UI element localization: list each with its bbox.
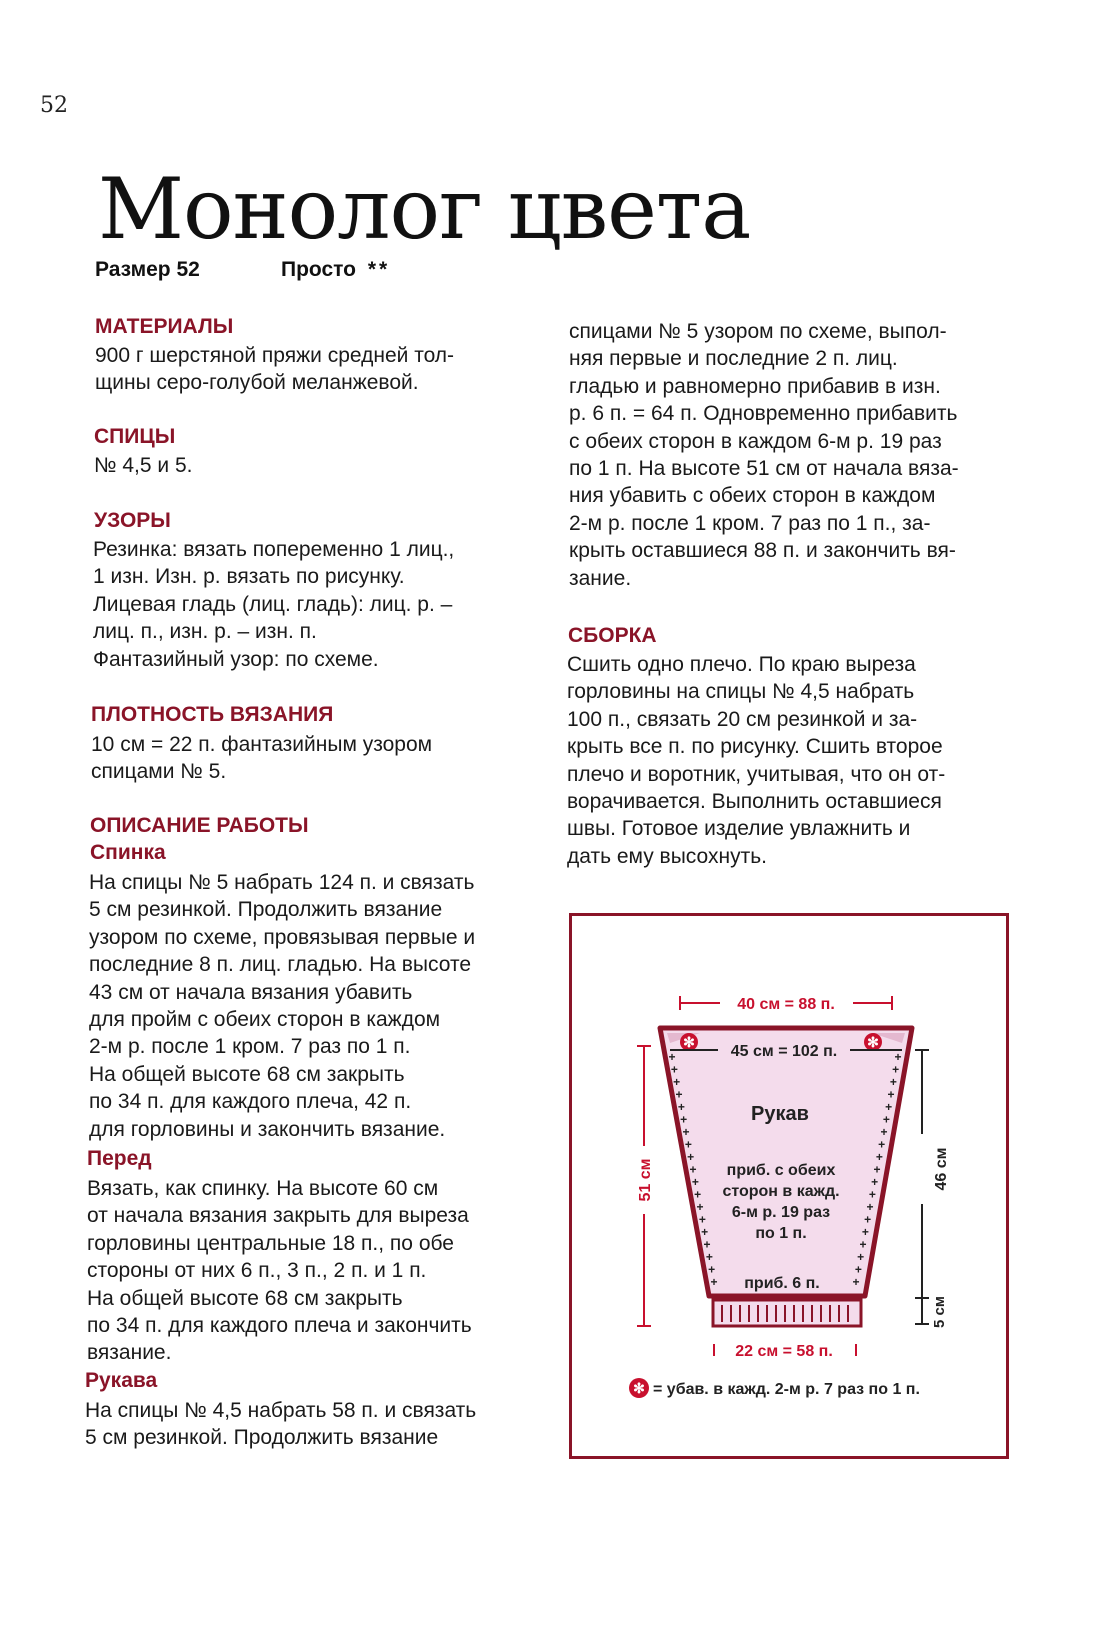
increase-plus-mark: + xyxy=(687,1150,695,1164)
sleeves-continued-line: с обеих сторон в каждом 6-м р. 19 раз xyxy=(569,429,942,453)
assembly-line: Сшить одно плечо. По краю выреза xyxy=(567,653,916,676)
back-line: по 34 п. для каждого плеча, 42 п. xyxy=(89,1090,412,1114)
back-heading: Спинка xyxy=(90,841,166,864)
front-line: Вязать, как спинку. На высоте 60 см xyxy=(87,1177,439,1200)
svg-text:✻: ✻ xyxy=(867,1034,879,1050)
assembly-line: плечо и воротник, учитывая, что он от- xyxy=(567,762,946,786)
legend-symbol xyxy=(629,1378,649,1398)
sleeves-continued-line: спицами № 5 узором по схеме, выпол- xyxy=(569,320,947,343)
gauge-line: спицами № 5. xyxy=(91,760,227,784)
increase-plus-mark: + xyxy=(878,1137,886,1152)
patterns-line: Лицевая гладь (лиц. гладь): лиц. р. – xyxy=(93,592,453,616)
sleeves-continued-line: крыть оставшиеся 88 п. и закончить вя- xyxy=(569,539,956,563)
increase-plus-mark: + xyxy=(894,1050,902,1064)
rib-height-label: 5 см xyxy=(931,1296,948,1328)
patterns-line: 1 изн. Изн. р. вязать по рисунку. xyxy=(93,565,405,589)
front-line: стороны от них 6 п., 3 п., 2 п. и 1 п. xyxy=(87,1259,427,1283)
assembly-line: горловины на спицы № 4,5 набрать xyxy=(567,680,915,704)
patterns-heading: УЗОРЫ xyxy=(94,509,171,532)
increase-plus-mark: + xyxy=(859,1237,867,1252)
increase-plus-mark: + xyxy=(670,1062,678,1077)
patterns-line: лиц. п., изн. р. – изн. п. xyxy=(93,620,317,644)
increase-plus-mark: + xyxy=(868,1187,876,1202)
materials-line: щины серо-голубой меланжевой. xyxy=(95,371,419,395)
svg-text:✻: ✻ xyxy=(633,1380,645,1396)
difficulty-label xyxy=(281,258,390,282)
increase-plus-mark: + xyxy=(701,1225,709,1239)
sleeve-name: Рукав xyxy=(751,1103,809,1125)
sleeve-diagram xyxy=(572,916,1006,1456)
svg-text:✻: ✻ xyxy=(683,1034,695,1050)
increase-plus-mark: + xyxy=(680,1112,688,1127)
assembly-line: ворачивается. Выполнить оставшиеся xyxy=(567,790,942,814)
increase-plus-mark: + xyxy=(892,1062,900,1077)
back-line: 43 см от начала вязания убавить xyxy=(89,980,413,1004)
sleeves-continued-line: по 1 п. На высоте 51 см от начала вяза- xyxy=(569,457,959,481)
difficulty-stars: ** xyxy=(367,258,391,281)
size-label: Размер 52 xyxy=(95,258,200,281)
front-line: от начала вязания закрыть для выреза xyxy=(87,1204,469,1228)
sleeves-line: На спицы № 4,5 набрать 58 п. и связать xyxy=(85,1399,477,1422)
increase-line: 6-м р. 19 раз xyxy=(731,1204,831,1221)
patterns-line: Резинка: вязать попеременно 1 лиц., xyxy=(93,538,455,561)
assembly-line: 100 п., связать 20 см резинкой и за- xyxy=(567,707,918,731)
back-line: узором по схеме, провязывая первые и xyxy=(89,925,476,949)
needles-heading: СПИЦЫ xyxy=(94,425,176,448)
increase-plus-mark: + xyxy=(689,1162,697,1177)
materials-heading: МАТЕРИАЛЫ xyxy=(95,315,234,338)
bottom-width-label: 22 см = 58 п. xyxy=(735,1343,833,1360)
sleeves-continued-line: гладью и равномерно прибавив в изн. xyxy=(569,374,941,398)
left-height-label: 51 см xyxy=(637,1158,654,1202)
front-line: горловины центральные 18 п., по обе xyxy=(87,1231,454,1255)
sleeves-continued-line: р. 6 п. = 64 п. Одновременно прибавить xyxy=(569,402,958,426)
assembly-line: крыть все п. по рисунку. Сшить второе xyxy=(567,735,943,759)
back-line: 5 см резинкой. Продолжить вязание xyxy=(89,898,443,922)
sleeves-continued-line: ния убавить с обеих сторон в каждом xyxy=(569,484,936,508)
increase-plus-mark: + xyxy=(889,1075,897,1089)
increase-plus-mark: + xyxy=(866,1200,874,1214)
increase-plus-mark: + xyxy=(887,1087,895,1102)
back-line: 2-м р. после 1 кром. 7 раз по 1 п. xyxy=(89,1035,411,1059)
increase-plus-mark: + xyxy=(705,1250,713,1264)
increase-plus-mark: + xyxy=(873,1162,881,1177)
materials-line: 900 г шерстяной пряжи средней тол- xyxy=(95,344,455,367)
increase-plus-mark: + xyxy=(703,1237,711,1252)
top-width-label: 40 см = 88 п. xyxy=(737,996,835,1013)
sleeves-line: 5 см резинкой. Продолжить вязание xyxy=(85,1426,439,1450)
right-height-label: 46 см xyxy=(933,1147,950,1191)
sleeves-continued-line: 2-м р. после 1 кром. 7 раз по 1 п., за- xyxy=(569,511,931,535)
front-line: вязание. xyxy=(87,1341,172,1365)
back-line: для пройм с обеих сторон в каждом xyxy=(89,1008,441,1032)
description-heading: ОПИСАНИЕ РАБОТЫ xyxy=(90,814,309,837)
sleeve-diagram-frame xyxy=(569,913,1009,1459)
increase-plus-mark: + xyxy=(857,1250,865,1264)
increase-plus-mark: + xyxy=(675,1087,683,1102)
increase-plus-mark: + xyxy=(880,1125,888,1139)
increase-plus-mark: + xyxy=(885,1100,893,1114)
increase-plus-mark: + xyxy=(677,1100,685,1114)
sleeves-continued-text xyxy=(569,318,959,592)
assembly-line: швы. Готовое изделие увлажнить и xyxy=(567,817,911,841)
increase-plus-mark: + xyxy=(875,1150,883,1164)
increase-plus-mark: + xyxy=(673,1075,681,1089)
difficulty-text: Просто xyxy=(281,258,356,281)
increase-plus-mark: + xyxy=(682,1125,690,1139)
increase-plus-mark: + xyxy=(864,1212,872,1227)
increase-plus-mark: + xyxy=(852,1275,860,1289)
gauge-heading: ПЛОТНОСТЬ ВЯЗАНИЯ xyxy=(91,703,334,726)
assembly-line: дать ему высохнуть. xyxy=(567,844,767,868)
page-title: Монолог цвета xyxy=(98,160,751,258)
decrease-symbol-right xyxy=(864,1033,882,1051)
sleeves-continued-line: няя первые и последние 2 п. лиц. xyxy=(569,347,898,371)
increase-line: по 1 п. xyxy=(755,1225,807,1242)
patterns-text xyxy=(93,536,454,673)
increase-after-rib-label: приб. 6 п. xyxy=(744,1275,820,1292)
front-line: На общей высоте 68 см закрыть xyxy=(87,1286,403,1310)
needles-text xyxy=(94,452,192,479)
back-line: для горловины и закончить вязание. xyxy=(89,1117,446,1141)
sleeves-text xyxy=(85,1397,476,1452)
back-line: На общей высоте 68 см закрыть xyxy=(89,1062,405,1086)
increase-plus-mark: + xyxy=(698,1212,706,1227)
patterns-line: Фантазийный узор: по схеме. xyxy=(93,647,379,671)
needles-line: № 4,5 и 5. xyxy=(94,454,193,477)
front-line: по 34 п. для каждого плеча и закончить xyxy=(87,1314,472,1338)
increase-line: сторон в кажд. xyxy=(722,1183,840,1200)
front-text xyxy=(87,1175,472,1367)
increase-plus-mark: + xyxy=(668,1050,676,1064)
decrease-symbol-left xyxy=(680,1033,698,1051)
increase-plus-mark: + xyxy=(696,1200,704,1214)
gauge-line: 10 см = 22 п. фантазийным узором xyxy=(91,733,433,756)
increase-plus-mark: + xyxy=(694,1187,702,1202)
increase-plus-mark: + xyxy=(684,1137,692,1152)
sleeves-continued-line: зание. xyxy=(569,566,632,590)
back-text xyxy=(89,869,475,1143)
front-heading: Перед xyxy=(87,1147,152,1170)
assembly-text xyxy=(567,651,945,870)
back-line: последние 8 п. лиц. гладью. На высоте xyxy=(89,953,472,977)
gauge-text xyxy=(91,731,432,786)
back-line: На спицы № 5 набрать 124 п. и связать xyxy=(89,871,475,894)
increase-plus-mark: + xyxy=(854,1262,862,1277)
increase-plus-mark: + xyxy=(882,1112,890,1127)
assembly-heading: СБОРКА xyxy=(568,624,657,647)
page-number: 52 xyxy=(40,93,68,118)
increase-plus-mark: + xyxy=(691,1175,699,1189)
increase-plus-mark: + xyxy=(861,1225,869,1239)
increase-plus-mark: + xyxy=(710,1275,718,1289)
increase-line: приб. с обеих xyxy=(726,1162,836,1179)
materials-text xyxy=(95,342,454,397)
increase-plus-mark: + xyxy=(708,1262,716,1277)
rib-stitches xyxy=(722,1305,848,1322)
legend-text: = убав. в кажд. 2-м р. 7 раз по 1 п. xyxy=(653,1381,920,1398)
sleeves-heading: Рукава xyxy=(85,1369,158,1392)
increase-plus-mark: + xyxy=(871,1175,879,1189)
inner-width-label: 45 см = 102 п. xyxy=(730,1043,838,1060)
